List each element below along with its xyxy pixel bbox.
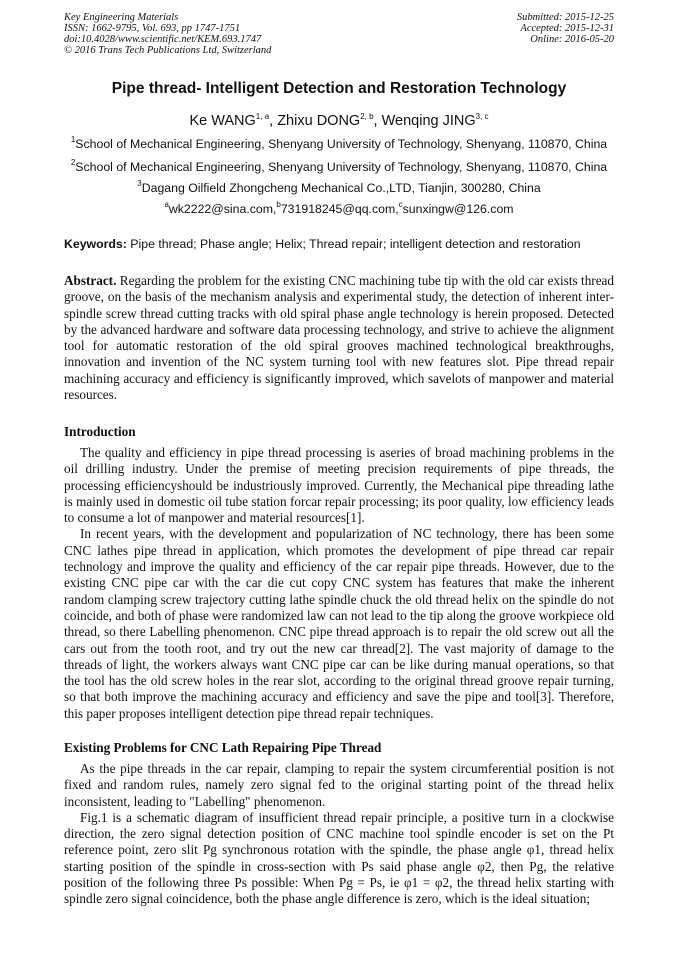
aff-sup: 1	[70, 135, 76, 144]
affiliation	[0, 181, 678, 195]
keywords-text: Pipe thread; Phase angle; Helix; Thread repair; intelligent detection and restoration	[126, 237, 581, 251]
author-sup: 2, b	[360, 112, 374, 121]
aff-sup: 3	[137, 179, 142, 188]
email-sup: b	[276, 200, 281, 209]
dates	[517, 12, 614, 45]
journal-info	[64, 12, 271, 56]
email-sup: c	[398, 200, 403, 209]
aff-text: School of Mechanical Engineering, Shenyang University of Technology, Shenyang, 110870, China	[75, 137, 608, 151]
abstract-text: Regarding the problem for the existing CNC machining tube tip with the old car exists thread groove, on the basis of the mechanism analysis and experimental study, the detection of inherent inter-spindle screw thread cutting tracks with old spiral phase angle technology is herein proposed. Detected by the advanced hardware and software data processing technology, and strive to achieve the alignment tool for automatic restoration of the old spiral grooves machined technological breakthroughs, innovation and invention of the NC system turning tool with new features slot. Pipe thread repair machining accuracy and efficiency is significantly improved, which savelots of manpower and material resources.	[64, 273, 614, 403]
email: sunxingw@126.com	[402, 202, 514, 216]
section-heading: Introduction	[64, 424, 136, 439]
aff-sup: 2	[70, 158, 76, 167]
paper-title: Pipe thread- Intelligent Detection and Restoration Technology	[111, 80, 567, 97]
email-sup: a	[164, 200, 169, 209]
author-name: Zhixu DONG	[277, 113, 361, 129]
copyright: © 2016 Trans Tech Publications Ltd, Switzerland	[64, 45, 272, 56]
submitted-date: Submitted: 2015-12-25	[516, 12, 614, 23]
abstract	[64, 273, 614, 403]
journal-name: Key Engineering Materials	[64, 12, 179, 23]
online-date: Online: 2016-05-20	[530, 34, 614, 45]
section-heading: Existing Problems for CNC Lath Repairing Pipe Thread	[64, 740, 382, 755]
keywords	[64, 237, 581, 251]
affiliation	[0, 137, 678, 151]
author-name: Wenqing JING	[381, 113, 476, 129]
section-existing-problems	[64, 740, 614, 908]
email: 731918245@qq.com,	[280, 202, 399, 216]
author-list: Ke WANG$^{1, a}$, Zhixu DONG$^{2, b}$, Wenqing JING$^{3, c}$	[189, 112, 489, 129]
aff-text: Dagang Oilfield Zhongcheng Mechanical Co.,LTD, Tianjin, 300280, China	[141, 181, 541, 195]
author-name: Ke WANG	[189, 113, 256, 129]
author-sup: 3, c	[475, 112, 489, 121]
author-sup: 1, a	[255, 112, 270, 121]
emails	[0, 202, 678, 216]
doi: doi:10.4028/www.scientific.net/KEM.693.1747	[64, 34, 262, 45]
issn: ISSN: 1662-9795, Vol. 693, pp 1747-1751	[64, 23, 241, 34]
affiliation	[0, 160, 678, 174]
paragraph: Fig.1 is a schematic diagram of insufficient thread repair principle, a positive turn in a clockwise direction, the zero signal detection position of CNC machine tool spindle encoder is set on the Pt reference point, zero slit Pg synchronous rotation with the spindle, the phase angle φ1, thread helix starting position of the spindle in cross-section with Ps said phase angle φ2, then Pg, the relative position of the following three Ps possible: When Pg = Ps, ie φ1 = φ2, the thread helix starting with spindle zero signal coincidence, both the phase angle difference is zero, which is the ideal situation;	[64, 809, 614, 907]
section-introduction	[64, 424, 614, 722]
accepted-date: Accepted: 2015-12-31	[520, 23, 614, 34]
paragraph: The quality and efficiency in pipe thread processing is aseries of broad machining problems in the oil drilling industry. Under the premise of meeting precision requirements of pipe threads, the processing efficiencyshould be industriously improved. Currently, the Mechanical pipe threading lathe is mainly used in domestic oil tube station forcar repair processing; its poor quality, low efficiency leads to consume a lot of manpower and material resources[1].	[64, 445, 614, 526]
aff-text: School of Mechanical Engineering, Shenyang University of Technology, Shenyang, 110870, China	[75, 160, 608, 174]
abstract-label: Abstract.	[64, 273, 117, 288]
keywords-label: Keywords:	[64, 237, 127, 251]
paragraph: As the pipe threads in the car repair, clamping to repair the system circumferential position is not fixed and random rules, namely zero signal fed to the original starting point of the thread helix inconsistent, leading to "Labelling" phenomenon.	[64, 761, 614, 809]
email: wk2222@sina.com,	[168, 202, 277, 216]
paragraph: In recent years, with the development and popularization of NC technology, there has been some CNC lathes pipe thread in application, which promotes the development of pipe thread car repair technology and improve the quality and efficiency of the car repair pipe threads. However, due to the existing CNC pipe car with the car die cut copy CNC system has features that make the inherent random clamping screw trajectory cutting lathe spindle chuck the old thread helix on the spindle do not coincide, and both of phase were randomized law can not lead to the tip along the groove workpiece old thread, so there Labelling phenomenon. CNC pipe thread approach is to repair the old screw out all the cars out from the tooth root, and try out the new car thread[2]. The vast majority of damage to the threads of light, the workers always want CNC pipe car can be like during manual operations, so that the tool has the old screw holes in the rear slot, according to the original thread groove repair turning, so that both improve the machining accuracy and efficiency and save the pipe and tool[3]. Therefore, this paper proposes intelligent detection pipe thread repair techniques.	[64, 526, 614, 721]
